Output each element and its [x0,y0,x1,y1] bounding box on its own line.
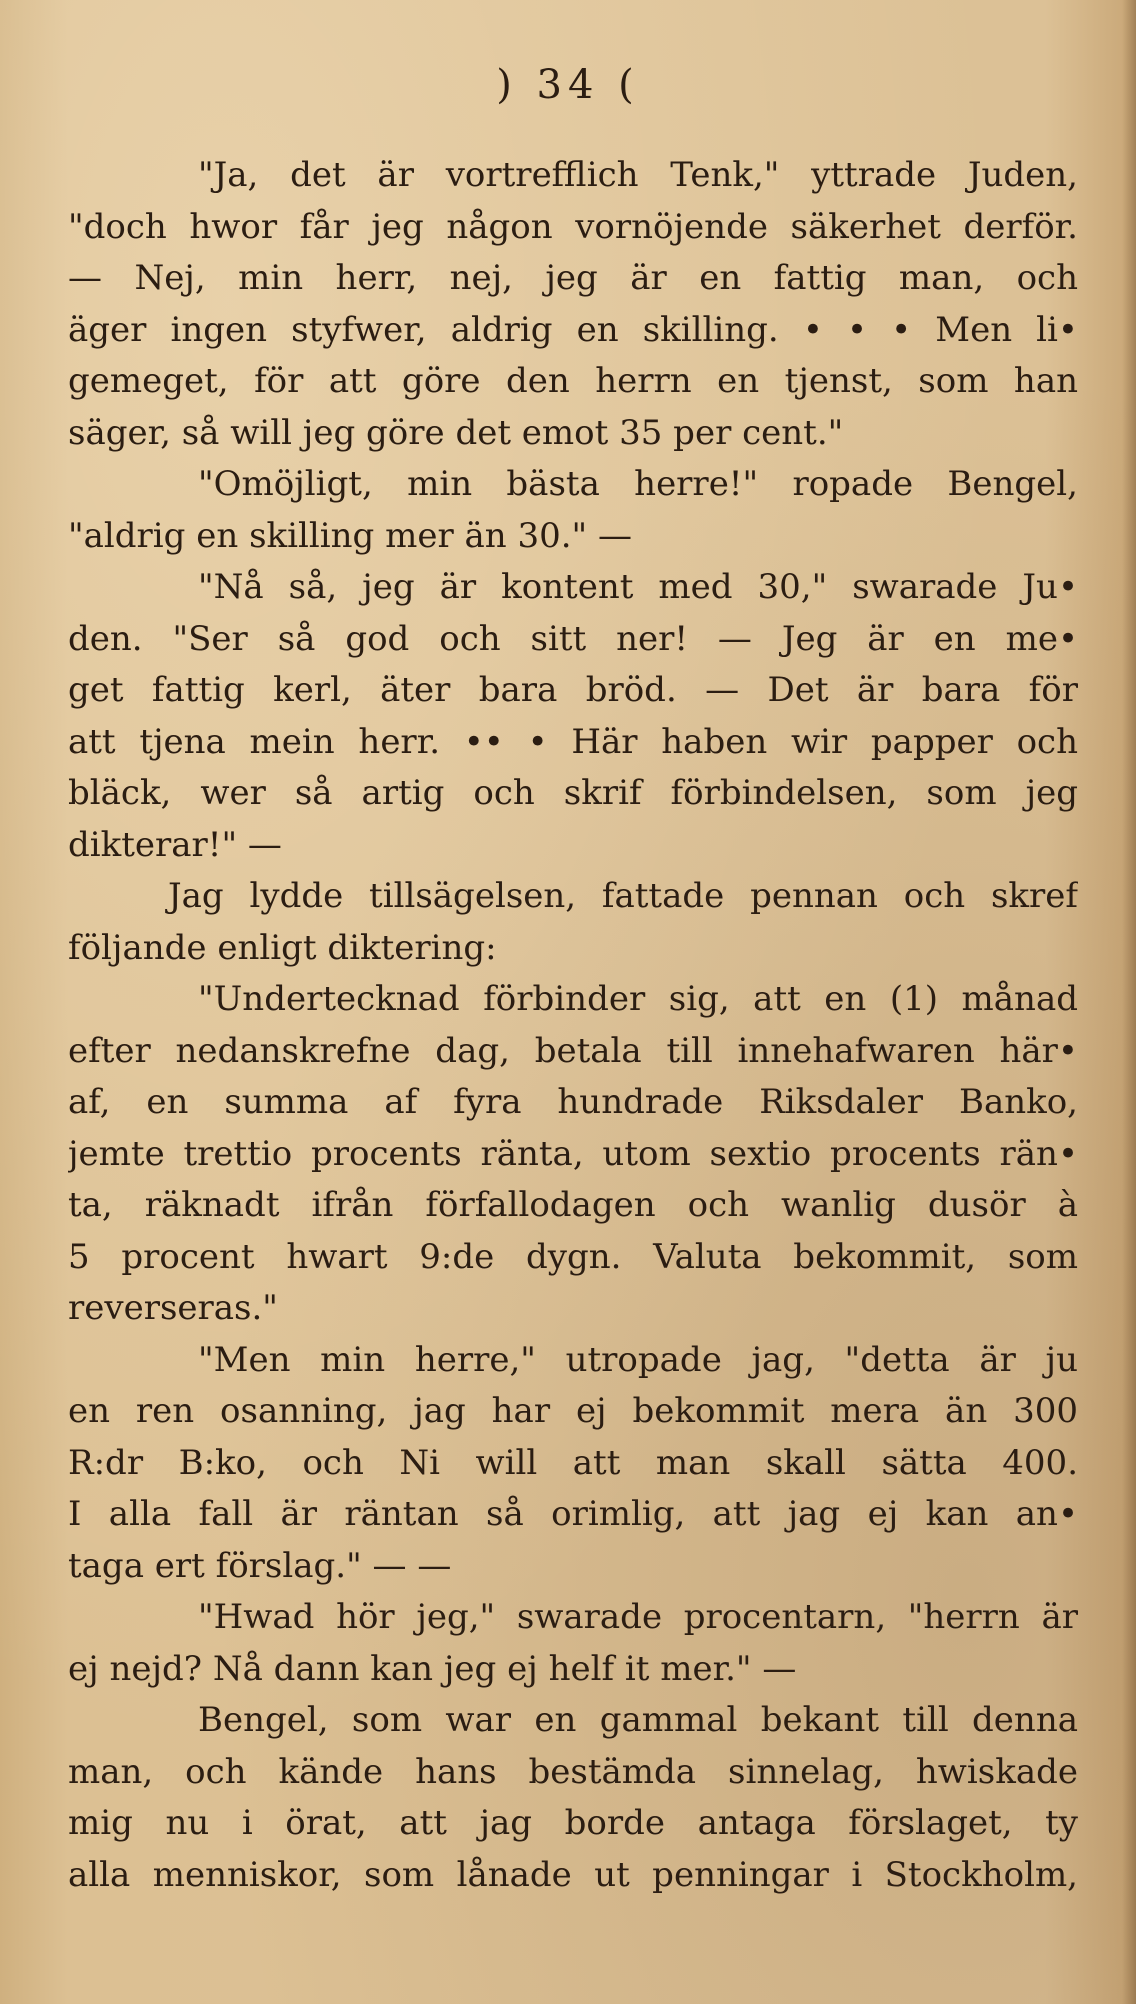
text-line: "Nå så, jeg är kontent med 30," swarade Ju• [198,567,1078,607]
text-line: "doch hwor får jeg någon vornöjende säkerhet derför. [68,206,1078,247]
text-line: Bengel, som war en gammal bekant till denna [198,1700,1078,1740]
text-line: I alla fall är räntan så orimlig, att jag ej kan an• [68,1494,1078,1534]
text-line: bläck, wer så artig och skrif förbindelsen, som jeg [68,773,1078,813]
text-line: ej nejd? Nå dann kan jeg ej helf it mer." — [68,1648,797,1689]
text-line: man, och kände hans bestämda sinnelag, hwiskade [68,1751,1078,1792]
page-edge-shadow [1122,0,1136,2004]
text-line: alla menniskor, som lånade ut penningar i Stockholm, [68,1854,1078,1895]
text-line: "Omöjligt, min bästa herre!" ropade Bengel, [198,464,1078,504]
text-line: efter nedanskrefne dag, betala till innehafwaren här• [68,1030,1078,1071]
text-line: 5 procent hwart 9:de dygn. Valuta bekommit, som [68,1236,1078,1277]
text-line: säger, så will jeg göre det emot 35 per cent." [68,412,844,453]
text-line: taga ert förslag." — — [68,1545,452,1586]
text-line: Jag lydde tillsägelsen, fattade pennan och skref [168,876,1078,916]
text-line: "Men min herre," utropade jag, "detta är ju [198,1339,1078,1380]
text-line: att tjena mein herr. •• • Här haben wir papper och [68,721,1078,762]
text-line: gemeget, för att göre den herrn en tjenst, som han [68,361,1078,401]
text-line: mig nu i örat, att jag borde antaga förslaget, ty [68,1803,1078,1843]
text-line: "Ja, det är vortrefflich Tenk," yttrade Juden, [198,155,1078,195]
text-line: get fattig kerl, äter bara bröd. — Det är bara för [68,670,1078,710]
text-line: af, en summa af fyra hundrade Riksdaler Banko, [68,1082,1078,1122]
text-line: reverseras." [68,1288,278,1328]
text-line: "Undertecknad förbinder sig, att en (1) månad [198,979,1078,1019]
text-line: "Hwad hör jeg," swarade procentarn, "herrn är [198,1597,1078,1637]
text-line: ta, räknadt ifrån förfallodagen och wanlig dusör à [68,1185,1078,1225]
text-line: — Nej, min herr, nej, jeg är en fattig man, och [68,258,1078,298]
text-line: jemte trettio procents ränta, utom sextio procents rän• [68,1133,1078,1174]
text-line: följande enligt diktering: [68,927,497,968]
page-number: ) 34 ( [496,62,640,108]
text-line: en ren osanning, jag har ej bekommit mera än 300 [68,1391,1078,1431]
text-line: den. "Ser så god och sitt ner! — Jeg är en me• [68,618,1078,659]
text-line: R:dr B:ko, och Ni will att man skall sätta 400. [68,1442,1078,1483]
text-line: äger ingen styfwer, aldrig en skilling. • • • Men li• [68,309,1078,350]
text-line: "aldrig en skilling mer än 30." — [68,515,633,556]
text-line: dikterar!" — [68,824,282,865]
body-text [68,150,1078,1901]
